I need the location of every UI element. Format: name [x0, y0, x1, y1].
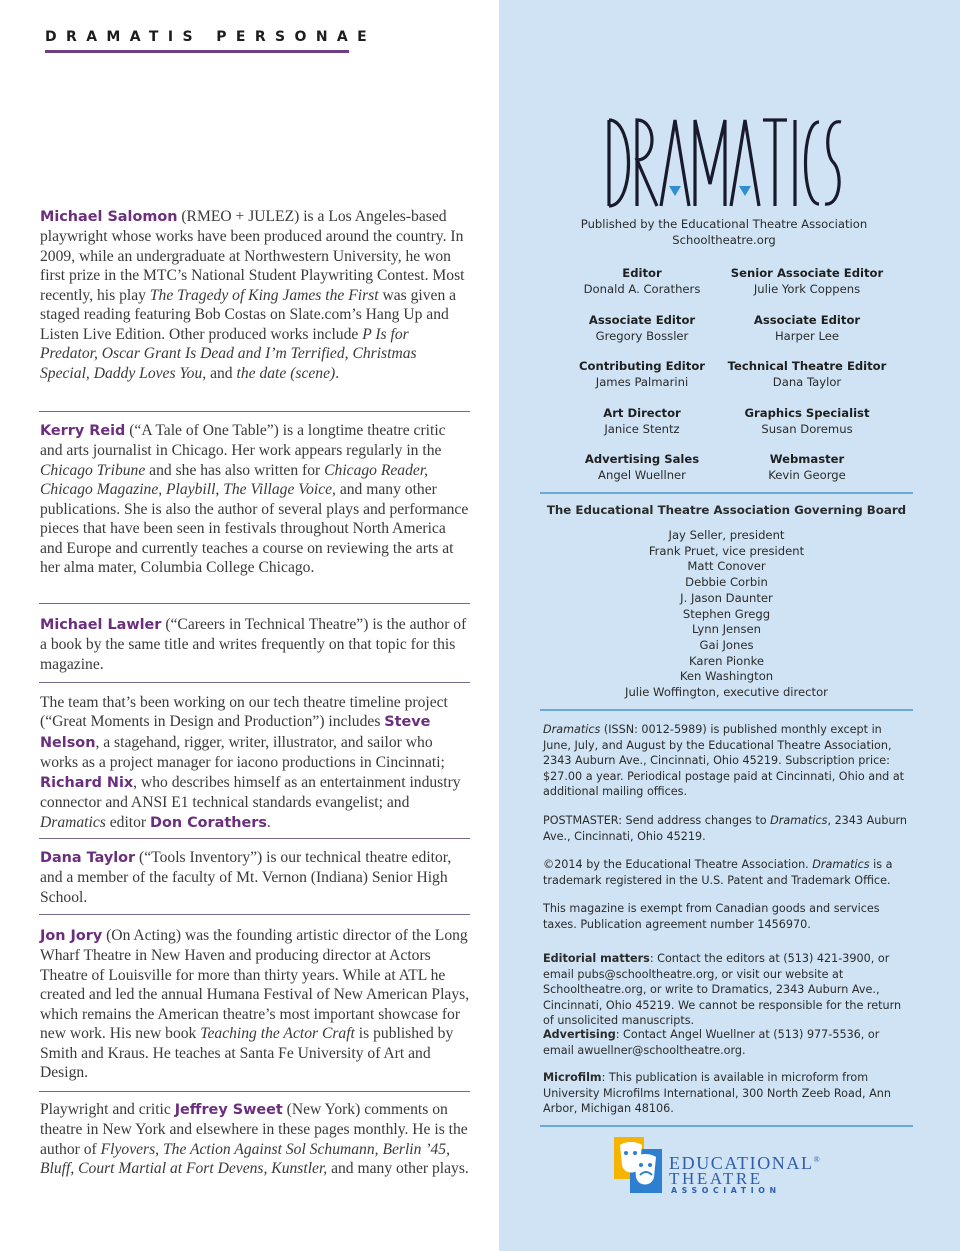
website: Schooltheatre.org: [672, 233, 776, 247]
fine-text: : Contact Angel Wuellner at (513) 977-5536, or email awuellner@schooltheatre.org.: [543, 1028, 880, 1057]
bio-title: Chicago Reader, Chicago Magazine, Playbill, The Village Voice,: [40, 461, 429, 499]
masthead-panel: [499, 0, 960, 1251]
board-member: Debbie Corbin: [685, 575, 768, 590]
board-member: Frank Pruet, vice president: [648, 543, 805, 558]
postmaster-info: [543, 813, 911, 844]
board-member: J. Jason Daunter: [680, 590, 773, 605]
contributor-name: Michael Lawler: [40, 617, 162, 633]
bio-text: is published by Smith and Kraus. He teaches at Santa Fe University of Art and Design.: [40, 1025, 454, 1082]
contributor-name: Richard Nix: [40, 774, 134, 791]
bio-text: (“A Tale of One Table”) is a longtime theatre critic and arts journalist in Chicago. Her work appears regularly in the: [40, 422, 446, 460]
fine-text: , 2343 Auburn Ave., Cincinnati, Ohio 45219.: [543, 814, 908, 843]
contributor-name: Jeffrey Sweet: [174, 1102, 283, 1118]
bio-title: Dramatics: [40, 813, 106, 831]
microfilm-info: [543, 1070, 911, 1117]
bio-title: Chicago Tribune: [40, 461, 146, 479]
divider: [540, 492, 913, 494]
bio-jon-jory: [40, 926, 470, 1083]
editorial-matters: [543, 951, 911, 1029]
staff-name: James Palmarini: [595, 374, 689, 389]
contributor-name: Jon Jory: [40, 928, 103, 944]
staff-name: Angel Wuellner: [598, 467, 686, 482]
bio-text: .: [335, 364, 340, 382]
staff-name: Kevin George: [768, 467, 846, 482]
divider: [39, 682, 470, 683]
eta-logo-line2: THEATRE: [669, 1169, 763, 1188]
bio-text: (On Acting) was the founding artistic director of the Long Wharf Theatre in New Haven and producing director at Actors Theatre of Louisville for more than thirty years. While at ATL he created and led the annual Humana Festival of New American Plays, which remains the American theatre’s most important showcase for new work. His new book: [40, 927, 470, 1043]
staff-name: Julie York Coppens: [753, 281, 861, 296]
contributor-name: Michael Salomon: [40, 209, 178, 225]
section-title: DRAMATIS PERSONAE: [45, 29, 377, 45]
fine-text: is a trademark registered in the U.S. Patent and Trademark Office.: [543, 858, 893, 887]
bio-text: , who describes himself as an entertainment industry connector and ANSI E1 technical standards evangelist; and: [40, 773, 461, 812]
tax-exempt-info: [543, 901, 911, 932]
bio-text: and she has also written for: [145, 461, 325, 479]
magazine-title: Dramatics: [543, 723, 601, 736]
bio-dana-taylor: [40, 848, 470, 907]
divider: [39, 411, 470, 412]
board-member: Stephen Gregg: [682, 606, 771, 621]
staff-name: Janice Stentz: [604, 421, 680, 436]
staff-role: Contributing Editor: [578, 359, 706, 373]
board-members: [540, 528, 913, 701]
bio-text: and: [206, 364, 237, 382]
bio-text: and many other plays.: [327, 1160, 469, 1178]
staff-role: Senior Associate Editor: [730, 266, 884, 280]
bio-text: and many other publications. She is also the author of several plays and performance pieces that have been seen in festivals throughout North America and Europe and currently teaches a course on reviewing the arts at her alma mater, Columbia College Chicago.: [40, 481, 469, 577]
board-member: Ken Washington: [679, 669, 774, 684]
fine-text: (ISSN: 0012-5989) is published monthly except in June, July, and August by the Educational Theatre Association, 2343 Auburn Ave., Cincinnati, Ohio 45219. Subscription price: $27.00 a year. Periodical postage paid at Cincinnati, Ohio and at additional mailing offices.: [543, 723, 905, 799]
contributor-name: Dana Taylor: [40, 850, 136, 866]
bio-jeffrey-sweet: [40, 1100, 470, 1179]
staff-senior-associate-editor: [707, 266, 907, 297]
fine-heading: Advertising: [543, 1028, 616, 1041]
fine-heading: Microfilm: [543, 1071, 602, 1084]
bio-title: P Is for Predator, Oscar Grant Is Dead and I’m Terrified, Christmas Special, Daddy Loves You,: [40, 325, 417, 382]
eta-logo-word: EDUCATIONAL: [669, 1153, 814, 1173]
magazine-title: Dramatics: [770, 814, 828, 827]
board-member: Matt Conover: [687, 559, 766, 574]
divider: [540, 1125, 913, 1127]
bio-text: editor: [105, 813, 151, 831]
staff-graphics-specialist: [707, 406, 907, 437]
divider: [39, 914, 470, 915]
bio-michael-lawler: [40, 615, 470, 674]
fine-text: ©2014 by the Educational Theatre Association.: [543, 858, 813, 871]
bio-title: Flyovers, The Action Against Sol Schumann, Berlin ’45, Bluff, Court Martial at Fort Devens, Kunstler,: [40, 1140, 450, 1178]
section-title-underline: [45, 50, 349, 53]
contributor-name: Kerry Reid: [40, 423, 126, 439]
staff-role: Associate Editor: [588, 313, 696, 327]
divider: [39, 838, 470, 839]
dramatics-logo: [605, 114, 845, 210]
staff-name: Harper Lee: [774, 328, 840, 343]
staff-technical-theatre-editor: [707, 359, 907, 390]
bio-michael-salomon: [40, 207, 470, 383]
bio-tech-team: [40, 693, 470, 833]
board-member: Gai Jones: [699, 637, 754, 652]
staff-name: Dana Taylor: [772, 374, 842, 389]
divider: [540, 709, 913, 711]
board-member: Jay Seller, president: [668, 528, 785, 542]
fine-text: : Contact the editors at (513) 421-3900, or email pubs@schooltheatre.org, or visit our website at Schooltheatre.org, or write to Dramatics, 2343 Auburn Ave., Cincinnati, Ohio 45219. We cannot be responsible for the return of unsolicited manuscripts.: [543, 952, 902, 1028]
staff-role: Technical Theatre Editor: [727, 359, 887, 373]
board-title: The Educational Theatre Association Governing Board: [546, 503, 907, 517]
registered-mark: ®: [813, 1155, 822, 1164]
board-member: Lynn Jensen: [691, 622, 762, 637]
bio-text: , a stagehand, rigger, writer, illustrator, and sailor who works as a project manager for iacono productions in Cincinnati;: [40, 733, 445, 772]
bio-text: (“Tools Inventory”) is our technical theatre editor, and a member of the faculty of Mt. Vernon (Indiana) Senior High School.: [40, 849, 452, 906]
staff-name: Gregory Bossler: [595, 328, 689, 343]
bio-text: (“Careers in Technical Theatre”) is the author of a book by the same title and writes frequently on that topic for this magazine.: [40, 616, 467, 673]
staff-webmaster: [707, 452, 907, 483]
staff-role: Webmaster: [769, 452, 845, 466]
bio-kerry-reid: [40, 421, 470, 578]
theatre-masks-icon: [612, 1135, 664, 1195]
divider: [39, 603, 470, 604]
staff-role: Graphics Specialist: [744, 406, 870, 420]
bio-title: the date (scene): [236, 364, 336, 382]
fine-text: POSTMASTER: Send address changes to: [543, 814, 771, 827]
bio-text: (RMEO + JULEZ) is a Los Angeles-based playwright whose works have been produced around the country. In 2009, while an undergraduate at Northwestern University, he won first prize in the MTC’s National Student Playwriting Contest. Most recently, his play: [40, 208, 465, 304]
staff-role: Associate Editor: [753, 313, 861, 327]
bio-text: .: [266, 813, 271, 831]
staff-role: Advertising Sales: [584, 452, 700, 466]
copyright-info: [543, 857, 911, 888]
bio-text: (New York) comments on theatre in New York and elsewhere in these pages monthly. He is the author of: [40, 1101, 468, 1158]
eta-logo-line3: ASSOCIATION: [671, 1186, 781, 1195]
bio-title: The Tragedy of King James the First: [149, 286, 379, 304]
bio-text: was given a staged reading featuring Bob Costas on Slate.com’s Hang Up and Listen Live Edition. Other produced works include: [40, 286, 457, 343]
board-member: Karen Pionke: [688, 653, 764, 668]
fine-heading: Editorial matters: [543, 952, 650, 965]
fine-text: : This publication is available in microform from University Microfilms International, 300 North Zeeb Road, Ann Arbor, Michigan 48106.: [543, 1071, 891, 1116]
advertising-info: [543, 1027, 911, 1058]
staff-role: Art Director: [603, 406, 681, 420]
staff-name: Susan Doremus: [761, 421, 853, 436]
published-by: Published by the Educational Theatre Association: [580, 217, 868, 231]
bio-text: Playwright and critic: [40, 1101, 175, 1118]
bio-title: Teaching the Actor Craft: [200, 1025, 355, 1043]
contributor-name: Don Corathers: [150, 814, 267, 831]
fine-text: This magazine is exempt from Canadian goods and services taxes. Publication agreement number 1456970.: [543, 902, 880, 931]
magazine-title: Dramatics: [812, 858, 870, 871]
staff-associate-editor: [707, 313, 907, 344]
publication-info: [543, 722, 911, 800]
divider: [39, 1091, 470, 1092]
staff-role: Editor: [622, 266, 662, 280]
bio-text: The team that’s been working on our tech theatre timeline project (“Great Moments in Design and Production”) includes: [40, 694, 448, 731]
board-member: Julie Woffington, executive director: [625, 685, 828, 700]
contributor-name: Steve Nelson: [40, 714, 431, 751]
staff-name: Donald A. Corathers: [583, 281, 701, 296]
